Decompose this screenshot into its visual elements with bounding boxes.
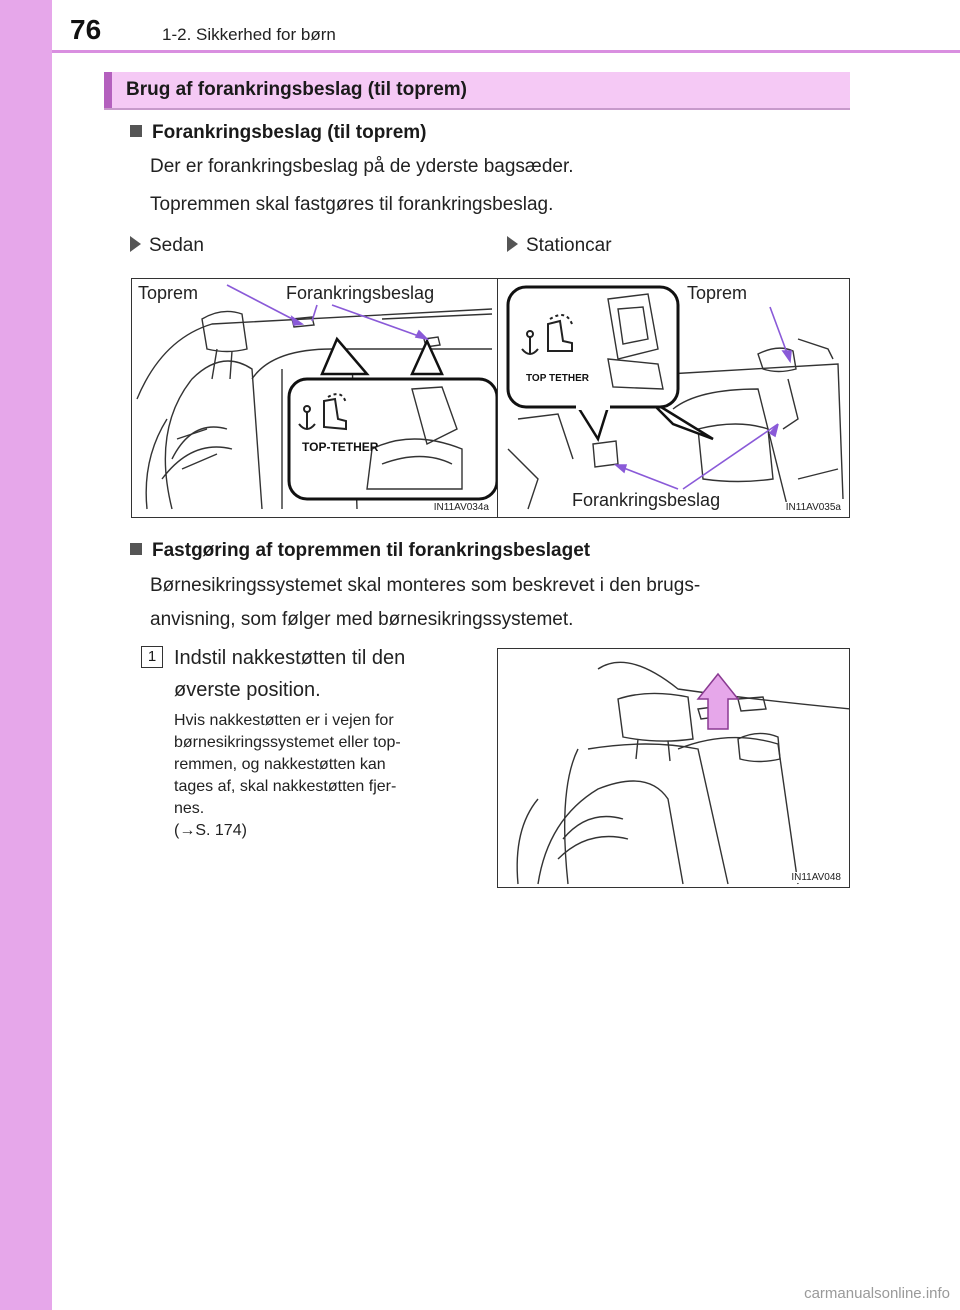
stationcar-callout-anchor: Forankringsbeslag xyxy=(572,490,721,510)
headrest-illustration xyxy=(498,649,850,888)
step-1-note-line-1: Hvis nakkestøtten er i vejen for xyxy=(174,712,394,729)
stationcar-figure-code: IN11AV035a xyxy=(785,502,841,513)
section-title: Brug af forankringsbeslag (til toprem) xyxy=(126,79,467,100)
header-divider xyxy=(52,50,960,53)
sedan-badge-text: TOP-TETHER xyxy=(302,440,379,454)
page-number: 76 xyxy=(70,14,102,45)
step-1-note-line-4: tages af, skal nakkestøtten fjer- xyxy=(174,778,397,795)
step-1-note-reference: (→S. 174) xyxy=(174,822,247,839)
intro-line-2: Topremmen skal fastgøres til forankringsbeslag. xyxy=(150,194,554,215)
step-1-line-1: Indstil nakkestøtten til den xyxy=(174,647,406,669)
figure-stationcar xyxy=(497,278,850,518)
left-color-tab xyxy=(0,0,52,1310)
label-sedan-text: Sedan xyxy=(149,235,204,256)
label-sedan xyxy=(130,235,204,257)
step-1-note-line-2: børnesikringssystemet eller top- xyxy=(174,734,401,751)
square-bullet-icon xyxy=(130,125,142,137)
square-bullet-icon xyxy=(130,543,142,555)
label-stationcar xyxy=(507,235,612,257)
heading-text: Forankringsbeslag (til toprem) xyxy=(152,122,427,143)
section-banner xyxy=(104,72,850,108)
heading-text: Fastgøring af topremmen til forankringsbeslaget xyxy=(152,540,591,561)
step-1-line-2: øverste position. xyxy=(174,679,321,701)
step-number-badge: 1 xyxy=(141,646,163,668)
figure-headrest xyxy=(497,648,850,888)
chapter-title: 1-2. Sikkerhed for børn xyxy=(162,25,336,44)
step-1-note-line-5: nes. xyxy=(174,800,205,817)
stationcar-badge-text: TOP TETHER xyxy=(526,373,589,384)
sedan-figure-code: IN11AV034a xyxy=(433,502,489,513)
attach-paragraph-line-2: anvisning, som følger med børnesikringssystemet. xyxy=(150,609,574,630)
stationcar-callout-toprem: Toprem xyxy=(687,283,748,303)
bullet-heading-anchor xyxy=(130,122,426,144)
up-arrow-icon xyxy=(698,674,738,729)
bullet-heading-attach xyxy=(130,540,590,562)
figure-sedan xyxy=(131,278,498,518)
triangle-bullet-icon xyxy=(507,236,518,252)
headrest-figure-code: IN11AV048 xyxy=(791,872,841,883)
attach-paragraph-line-1: Børnesikringssystemet skal monteres som beskrevet i den brugs- xyxy=(150,575,701,596)
label-stationcar-text: Stationcar xyxy=(526,235,612,256)
intro-line-1: Der er forankringsbeslag på de yderste bagsæder. xyxy=(150,156,574,177)
watermark: carmanualsonline.info xyxy=(804,1285,950,1302)
sedan-callout-toprem: Toprem xyxy=(138,283,199,303)
step-1-note-line-3: remmen, og nakkestøtten kan xyxy=(174,756,386,773)
triangle-bullet-icon xyxy=(130,236,141,252)
sedan-illustration xyxy=(132,279,498,518)
sedan-callout-anchor: Forankringsbeslag xyxy=(286,283,435,303)
banner-divider xyxy=(104,108,850,110)
stationcar-illustration xyxy=(498,279,850,518)
